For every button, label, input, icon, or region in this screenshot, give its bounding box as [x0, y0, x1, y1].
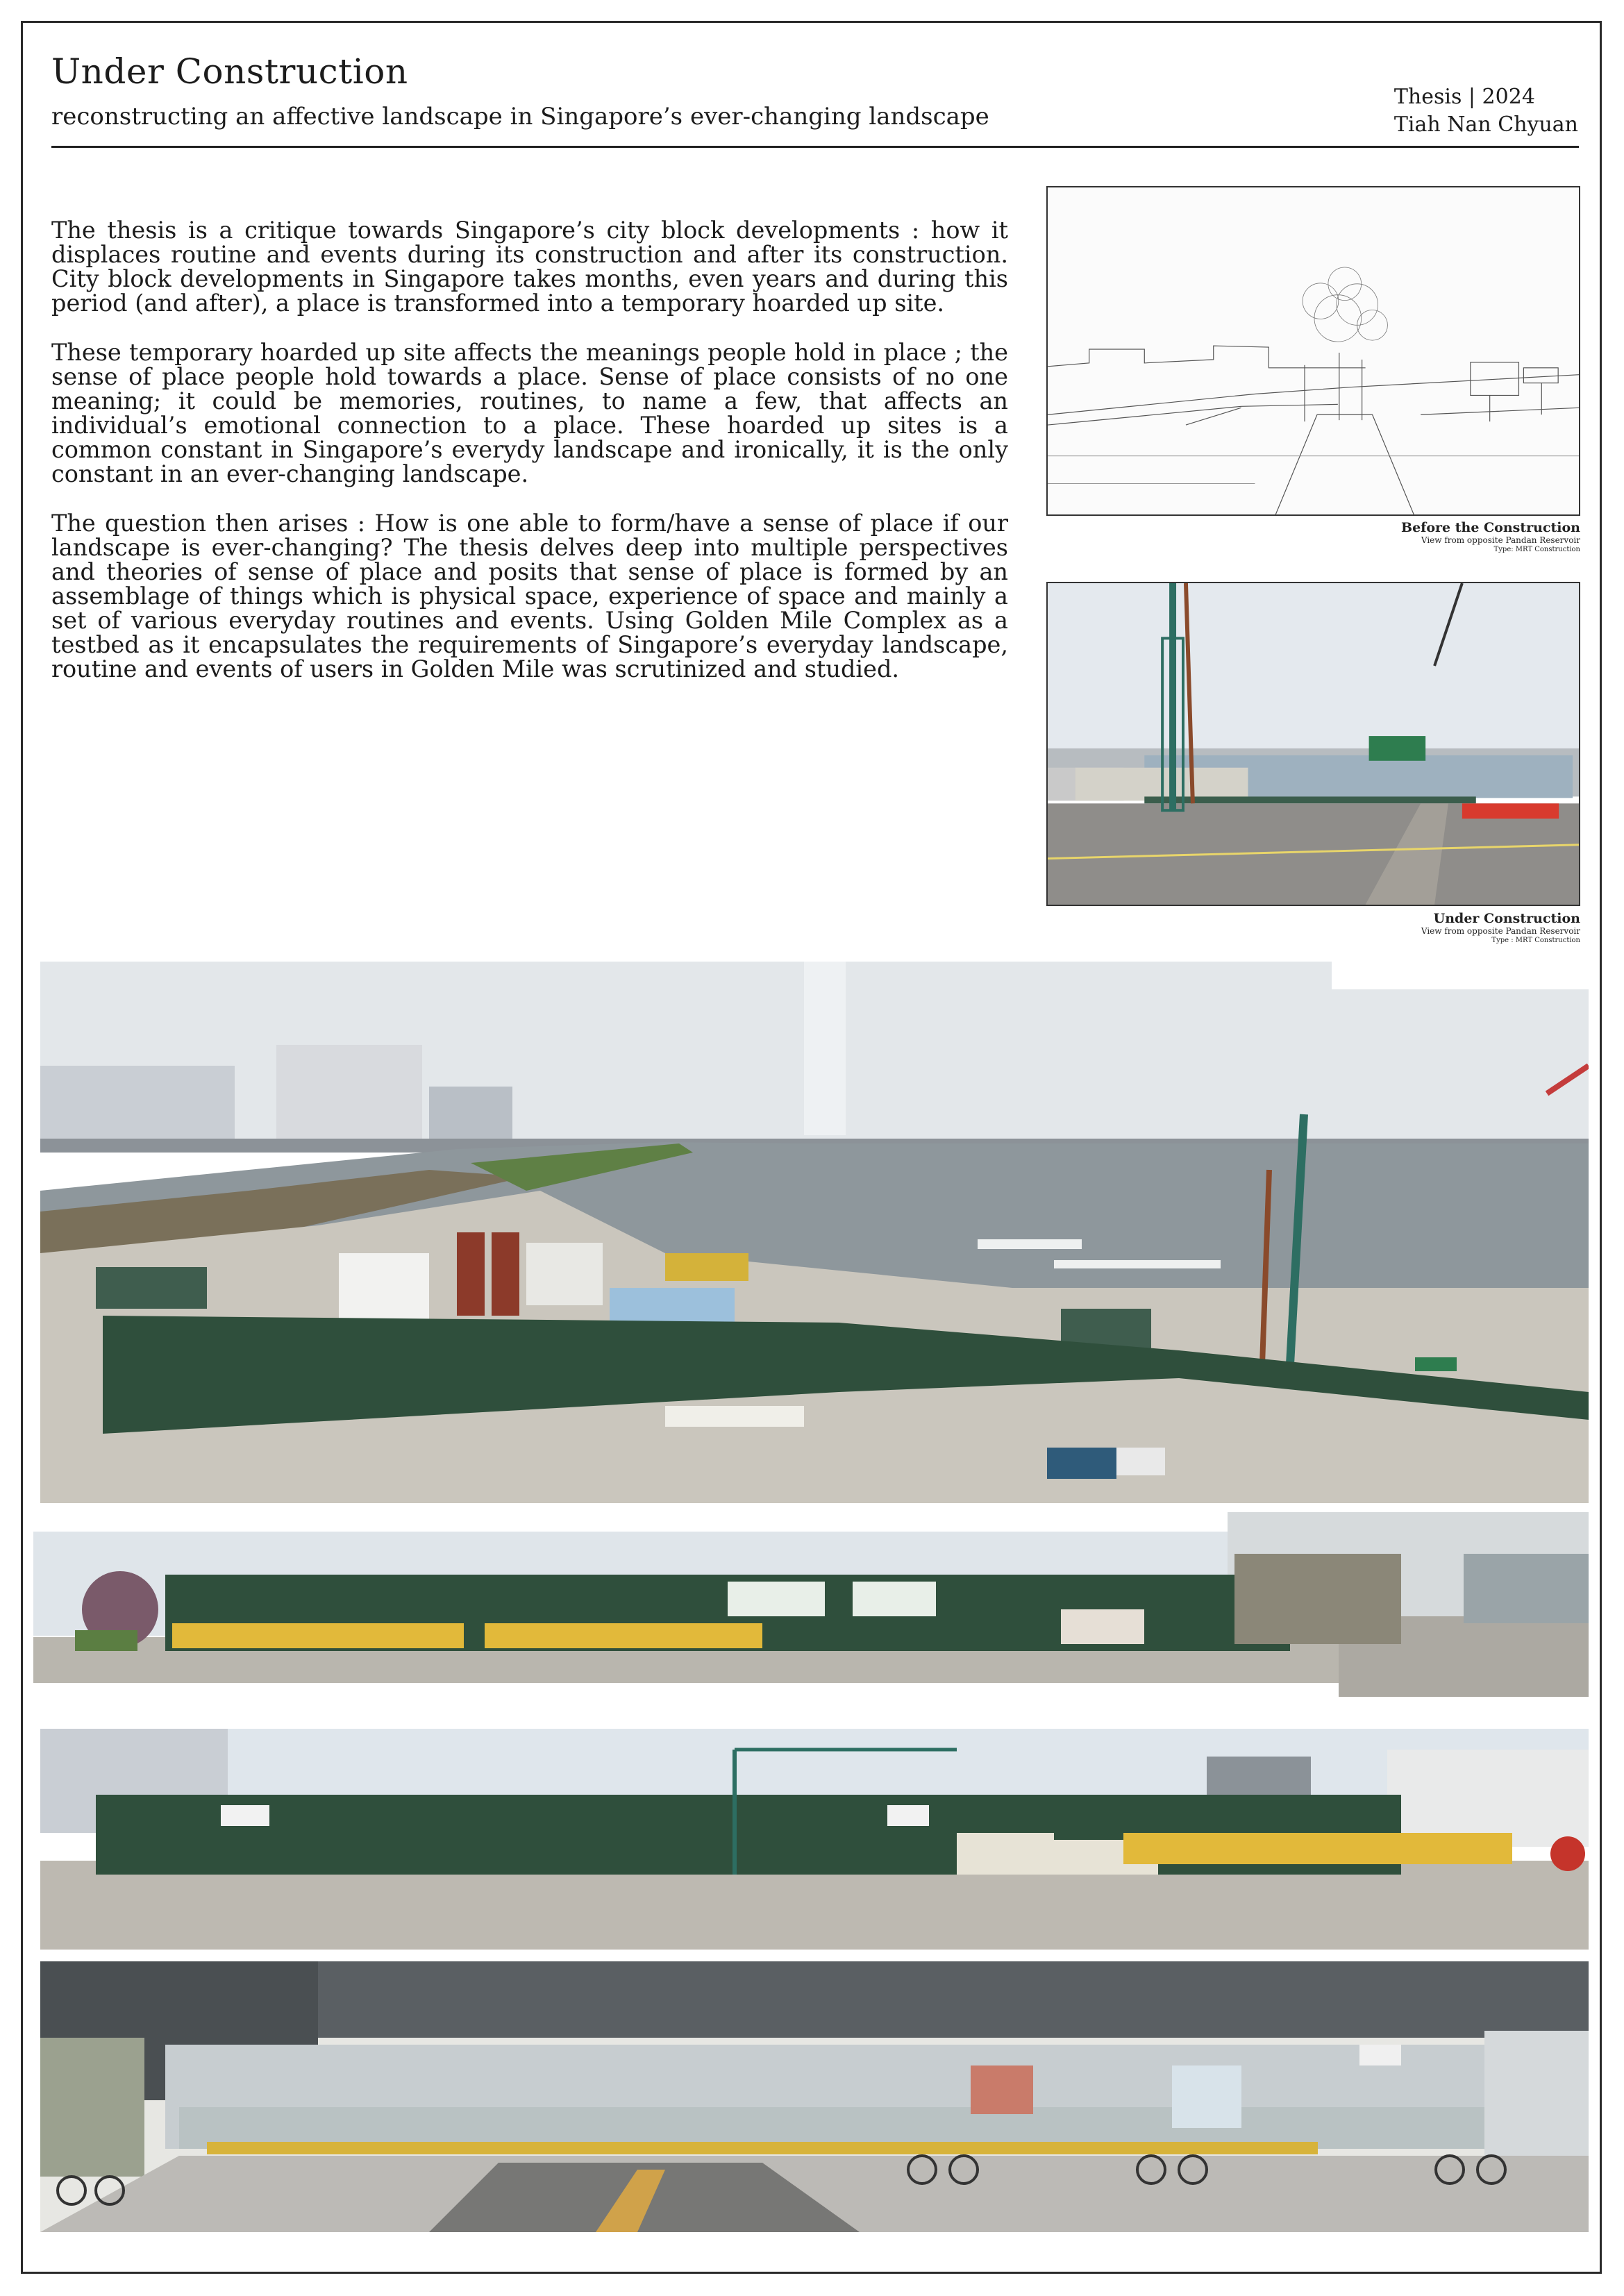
thesis-meta [1394, 83, 1578, 139]
before-construction-caption [1319, 521, 1580, 553]
abstract-paragraph: These temporary hoarded up site affects the meanings people hold in place ; the sense of place people hold towards a place. Sense of place consists of no one meaning; it could be memories, routines, to name a few, that affects an individual’s emotional connection to a place. These hoarded up sites is a common constant in Singapore’s everydy landscape and ironically, it is the only constant in an ever-changing landscape. [51, 339, 1008, 487]
page-subtitle: reconstructing an affective landscape in Singapore’s ever-changing landscape [51, 103, 989, 131]
under-caption-location: View from opposite Pandan Reservoir [1421, 925, 1580, 936]
header-divider [51, 146, 1579, 148]
before-caption-type: Type: MRT Construction [1493, 545, 1580, 553]
thesis-abstract [51, 218, 1008, 706]
reservoir-site-panorama [40, 962, 1589, 1503]
before-caption-location: View from opposite Pandan Reservoir [1421, 535, 1580, 545]
under-caption-type: Type : MRT Construction [1491, 936, 1580, 944]
covered-walkway-panorama [40, 1961, 1589, 2232]
page-title: Under Construction [51, 51, 408, 92]
under-construction-photo [1046, 582, 1580, 906]
abstract-paragraph: The thesis is a critique towards Singapore’s city block developments : how it displaces routine and events during its construction and after its construction. City block developments in Singapore takes months, even years and during this period (and after), a place is transformed into a temporary hoarded up site. [51, 217, 1008, 317]
under-caption-title: Under Construction [1433, 911, 1580, 926]
before-caption-title: Before the Construction [1401, 520, 1580, 535]
before-construction-sketch [1046, 186, 1580, 516]
hoarding-chevron-panorama [40, 1729, 1589, 1950]
author-name: Tiah Nan Chyuan [1393, 112, 1578, 137]
roadside-hoarding-panorama [33, 1512, 1589, 1718]
thesis-label: Thesis | 2024 [1393, 85, 1535, 109]
abstract-paragraph: The question then arises : How is one able to form/have a sense of place if our landscape is ever-changing? The thesis delves deep into multiple perspectives and theories of sense of place and posits that sense of place is formed by an assemblage of things which is physical space, experience of space and mainly a set of various everyday routines and events. Using Golden Mile Complex as a testbed as it encapsulates the requirements of Singapore’s everyday landscape, routine and events of users in Golden Mile was scrutinized and studied. [51, 510, 1008, 682]
under-construction-caption [1319, 912, 1580, 944]
